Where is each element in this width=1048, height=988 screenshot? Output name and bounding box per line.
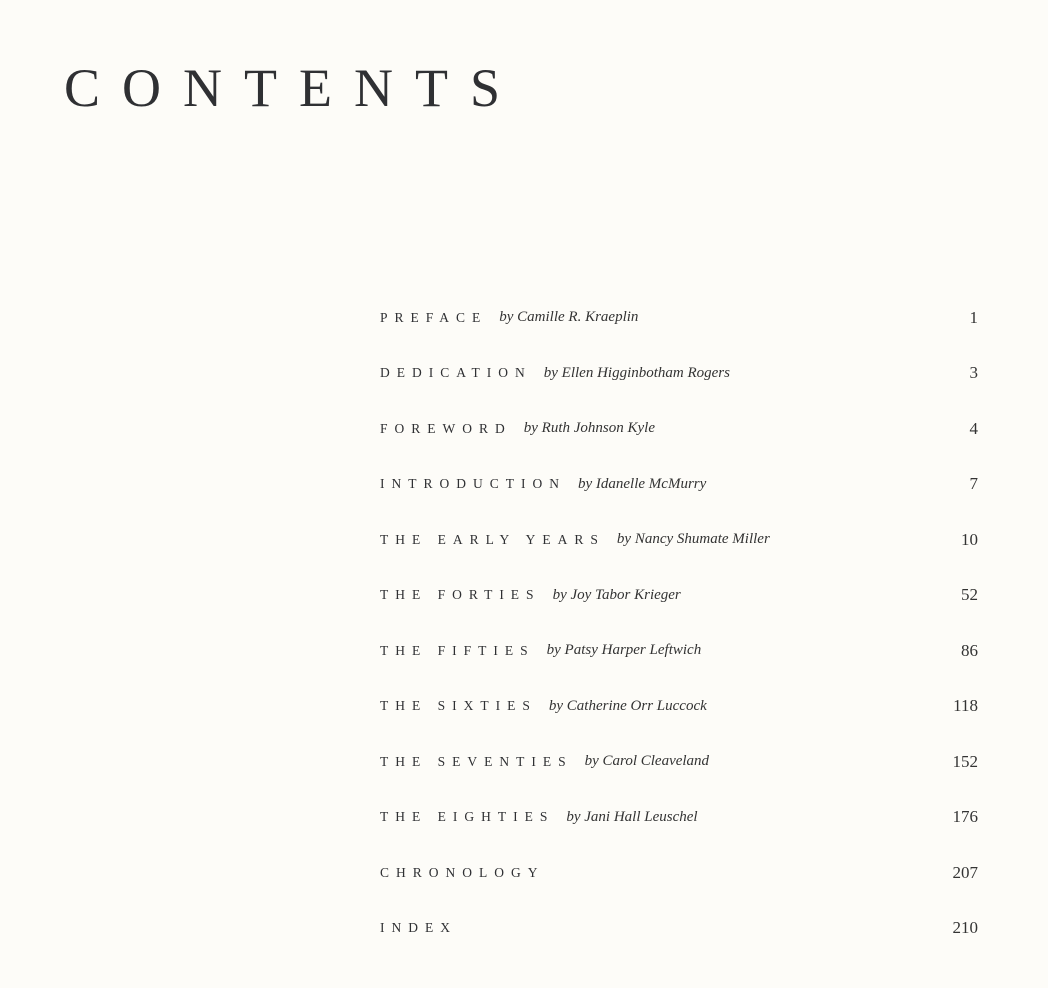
toc-page-number: 207 <box>952 862 978 882</box>
toc-author: by Joy Tabor Krieger <box>552 586 681 603</box>
toc-author: by Carol Cleaveland <box>584 753 710 770</box>
toc-page-number: 118 <box>953 696 978 716</box>
toc-author: by Camille R. Kraeplin <box>499 309 639 326</box>
toc-section-title: INTRODUCTION <box>380 476 566 492</box>
toc-section-title: THE EIGHTIES <box>380 809 555 825</box>
toc-entry-dedication[interactable] <box>380 346 978 402</box>
toc-author: by Ruth Johnson Kyle <box>523 420 655 437</box>
toc-section-title: DEDICATION <box>380 365 532 381</box>
toc-section-title: PREFACE <box>380 309 488 325</box>
toc-page-number: 210 <box>952 918 978 938</box>
toc-page-number: 52 <box>961 585 978 605</box>
toc-author: by Idanelle McMurry <box>578 475 707 492</box>
toc-author: by Jani Hall Leuschel <box>566 808 698 825</box>
page-title: CONTENTS <box>64 58 522 118</box>
toc-author: by Ellen Higginbotham Rogers <box>543 364 730 381</box>
toc-author: by Patsy Harper Leftwich <box>546 642 702 659</box>
toc-section-title: THE EARLY YEARS <box>380 531 605 547</box>
toc-page-number: 1 <box>969 307 978 327</box>
toc-entry-forties[interactable] <box>380 568 978 624</box>
toc-section-title: THE SEVENTIES <box>380 753 573 769</box>
toc-author: by Nancy Shumate Miller <box>616 531 770 548</box>
table-of-contents <box>380 290 978 956</box>
toc-entry-introduction[interactable] <box>380 457 978 513</box>
toc-entry-sixties[interactable] <box>380 679 978 735</box>
toc-entry-preface[interactable] <box>380 290 978 346</box>
toc-page-number: 86 <box>961 640 978 660</box>
toc-author: by Catherine Orr Luccock <box>548 697 707 714</box>
toc-section-title: INDEX <box>380 920 457 936</box>
toc-entry-seventies[interactable] <box>380 734 978 790</box>
toc-entry-eighties[interactable] <box>380 790 978 846</box>
toc-section-title: THE FORTIES <box>380 587 541 603</box>
toc-section-title: THE FIFTIES <box>380 642 535 658</box>
toc-section-title: THE SIXTIES <box>380 698 537 714</box>
toc-entry-foreword[interactable] <box>380 401 978 457</box>
toc-entry-early-years[interactable] <box>380 512 978 568</box>
toc-page-number: 4 <box>969 418 978 438</box>
toc-entry-chronology[interactable] <box>380 845 978 901</box>
toc-section-title: CHRONOLOGY <box>380 864 545 880</box>
toc-entry-fifties[interactable] <box>380 623 978 679</box>
toc-page-number: 176 <box>952 807 978 827</box>
toc-page-number: 7 <box>969 474 978 494</box>
toc-section-title: FOREWORD <box>380 420 512 436</box>
toc-page-number: 3 <box>969 363 978 383</box>
toc-page-number: 152 <box>952 751 978 771</box>
toc-entry-index[interactable] <box>380 901 978 957</box>
toc-page-number: 10 <box>961 529 978 549</box>
